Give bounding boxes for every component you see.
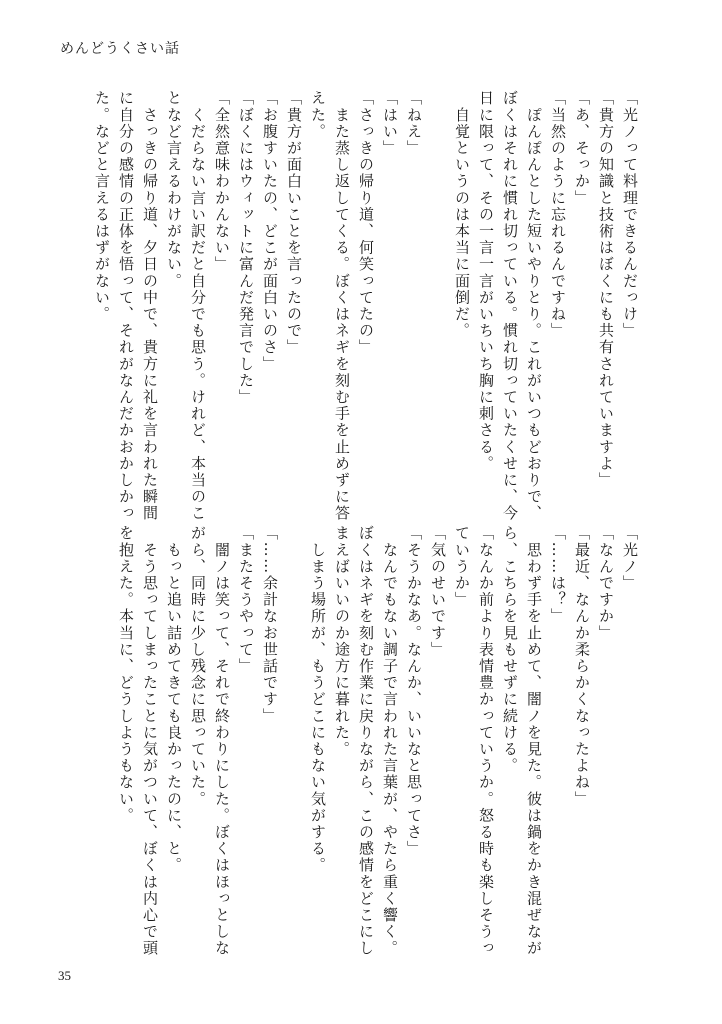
text-line: また蒸し返してくる。ぼくはネギを刻む手を止めずに答 [333, 90, 351, 522]
text-line: 「気のせいです」 [429, 525, 447, 658]
text-line: くだらない言い訳だと自分でも思う。けれど、本当のこ [189, 90, 207, 522]
text-line: 「全然意味わかんない」 [213, 90, 231, 273]
text-line: ぽんぽんとした短いやりとり。これがいつもどおりで、 [525, 90, 543, 522]
text-line: なんでもない調子で言われた言葉が、やたら重く響く。 [381, 525, 399, 957]
text-line: もっと追い詰めてきても良かったのに、と。 [165, 525, 183, 874]
text-line: 「なんですか」 [597, 525, 615, 642]
text-line: ら、こちらを見もせずに続ける。 [501, 525, 519, 774]
text-line: 「はい」 [381, 90, 399, 157]
text-line: を抱えた。本当に、どうしようもない。 [117, 525, 135, 824]
text-line: ぼくはネギを刻む作業に戻りながら、この感情をどこにし [357, 525, 375, 957]
text-line: がら、同時に少し残念に思っていた。 [189, 525, 207, 808]
text-line: 「……は？」 [549, 525, 567, 625]
text-line: 闇ノは笑って、それで終わりにした。ぼくはほっとしな [213, 525, 231, 957]
lower-text-column [114, 525, 642, 957]
running-header: めんどうくさい話 [60, 41, 180, 57]
text-line: となど言えるわけがない。 [165, 90, 183, 290]
text-line: 「またそうやって」 [237, 525, 255, 675]
text-line: た。などと言えるはずがない。 [93, 90, 111, 323]
text-line [426, 90, 450, 500]
text-line: 「ねえ」 [405, 90, 423, 157]
text-line [282, 525, 306, 950]
text-line: さっきの帰り道、夕日の中で、貴方に礼を言われた瞬間 [141, 90, 159, 522]
text-line: そう思ってしまったことに気がついて、ぼくは内心で頭 [141, 525, 159, 957]
text-line: 「……余計なお世話です」 [261, 525, 279, 725]
text-line: 「貴方の知識と技術はぼくにも共有されていますよ」 [597, 90, 615, 489]
text-line: 思わず手を止めて、闇ノを見た。彼は鍋をかき混ぜなが [525, 525, 543, 957]
text-line: 「当然のように忘れるんですね」 [549, 90, 567, 339]
text-line: しまう場所が、もうどこにもない気がする。 [309, 525, 327, 874]
upper-text-column [90, 90, 642, 522]
text-line: 「最近、なんか柔らかくなったよね」 [573, 525, 591, 808]
text-line: ていうか」 [453, 525, 471, 608]
text-line: 「光ノって料理できるんだっけ」 [621, 90, 639, 339]
text-line: 「お腹すいたの、どこが面白いのさ」 [261, 90, 279, 373]
text-line: 日に限って、その一言一言がいちいち胸に刺さる。 [477, 90, 495, 472]
text-line: に自分の感情の正体を悟って、それがなんだかおかしかっ [117, 90, 135, 522]
text-line: 「さっきの帰り道、何笑ってたの」 [357, 90, 375, 356]
text-line: 「そうかなあ。なんか、いいなと思ってさ」 [405, 525, 423, 857]
text-line: えた。 [309, 90, 327, 140]
text-line: 「光ノ」 [621, 525, 639, 592]
text-line: 「あ、そっか」 [573, 90, 591, 207]
text-line: 自覚というのは本当に面倒だ。 [453, 90, 471, 339]
text-line: 「貴方が面白いことを言ったので」 [285, 90, 303, 356]
text-line: まえばいいのか途方に暮れた。 [333, 525, 351, 758]
page-number: 35 [58, 968, 71, 983]
text-line: 「なんか前より表情豊かっていうか。怒る時も楽しそうっ [477, 525, 495, 957]
text-line: 「ぼくにはウィットに富んだ発言でした」 [237, 90, 255, 406]
text-line: ぼくはそれに慣れ切っている。慣れ切っていたくせに、今 [501, 90, 519, 522]
